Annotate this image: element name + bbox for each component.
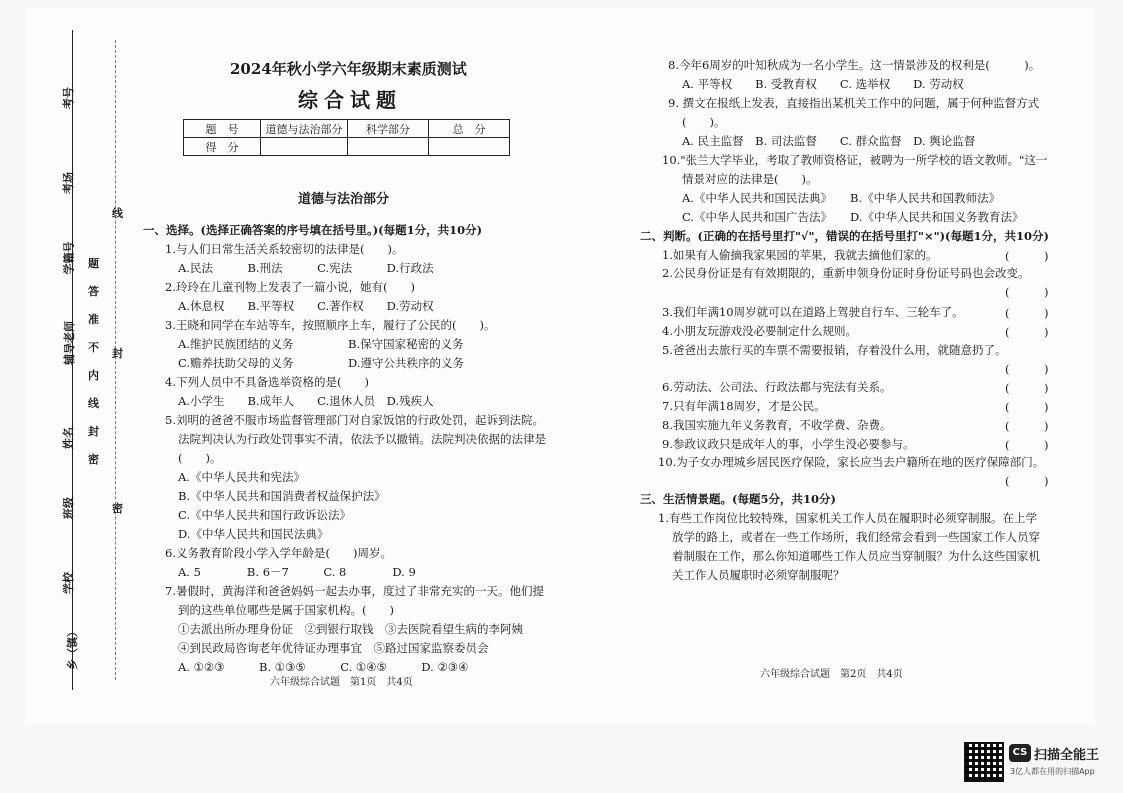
q2-text: 2.玲玲在儿童刊物上发表了一篇小说，她有( ) [165, 280, 415, 294]
judge-9: 9.参政议政只是成年人的事，小学生没必要参与。 [662, 437, 915, 451]
label-kaochang: 考场 [62, 172, 75, 194]
exam-title: 2024年秋小学六年级期末素质测试 [230, 60, 467, 78]
q9-line2: ( )。 [682, 115, 726, 129]
label-xuejihao: 学籍号 [62, 241, 76, 275]
judge-7: 7.只有年满18周岁，才是公民。 [662, 399, 826, 413]
label-banji: 班级 [62, 497, 75, 519]
warn-char-8: 密 [88, 453, 99, 466]
judge-5-bracket[interactable]: ( ) [1005, 362, 1049, 376]
q5-line3: ( )。 [178, 451, 222, 465]
q1-options: A.民法 B.刑法 C.宪法 D.行政法 [178, 261, 434, 275]
warn-char-7: 封 [88, 425, 99, 438]
judge-6-bracket[interactable]: ( ) [1005, 381, 1049, 395]
q7-line1: 7.暑假时，黄海洋和爸爸妈妈一起去办事，度过了非常充实的一天。他们提 [165, 584, 544, 598]
q5-option-d: D.《中华人民共和国民法典》 [178, 527, 329, 541]
label-fudaolaoshi: 辅导老师 [63, 321, 76, 365]
warn-char-6: 线 [88, 397, 99, 410]
q9-line1: 9. 撰文在报纸上发表，直接指出某机关工作中的问题，属于何种监督方式 [668, 96, 1040, 110]
q10-option-a: A.《中华人民共和国民法典》 [682, 191, 832, 205]
q10-line1: 10."张兰大学毕业，考取了教师资格证，被聘为一所学校的语文教师。"这一 [662, 153, 1048, 167]
label-xuexiao: 学校 [62, 572, 75, 594]
judge-3: 3.我们年满10周岁就可以在道路上驾驶自行车、三轮车了。 [662, 305, 964, 319]
label-xingming: 姓名 [62, 427, 75, 449]
s2-heading: 二、判断。(正确的在括号里打"√"，错误的在括号里打"×")(每题1分，共10分) [640, 229, 1049, 243]
score-table-row-defen: 得 分 [184, 138, 261, 156]
score-cell-kexue[interactable] [348, 138, 429, 156]
warn-char-1: 题 [88, 257, 99, 270]
judge-8-bracket[interactable]: ( ) [1005, 419, 1049, 433]
judge-4-bracket[interactable]: ( ) [1005, 325, 1049, 339]
warn-char-3: 准 [88, 313, 99, 326]
s3-q1-line3: 着制服在工作，那么你知道哪些工作人员应当穿制服？为什么这些国家机 [672, 549, 1040, 563]
q10-option-b: B.《中华人民共和国教师法》 [850, 191, 1001, 205]
judge-8: 8.我国实施九年义务教育，不收学费、杂费。 [662, 418, 892, 432]
score-table-header-tihao: 题 号 [184, 120, 261, 138]
score-cell-daode[interactable] [261, 138, 348, 156]
q10-line2: 情景对应的法律是( )。 [682, 172, 818, 186]
q3-option-a: A.维护民族团结的义务 [178, 337, 294, 351]
score-table-header-kexue: 科学部分 [348, 120, 429, 138]
camscanner-logo-icon: CS [1009, 744, 1031, 762]
page-footer-1: 六年级综合试题 第1页 共4页 [270, 677, 413, 688]
q3-option-b: B.保守国家秘密的义务 [348, 337, 464, 351]
s3-q1-line1: 1.有些工作岗位比较特殊，国家机关工作人员在履职时必须穿制服。在上学 [658, 511, 1037, 525]
score-table [183, 119, 510, 156]
judge-2-bracket[interactable]: ( ) [1005, 285, 1049, 299]
camscanner-tagline: 3亿人都在用的扫描App [1010, 767, 1095, 776]
judge-1-bracket[interactable]: ( ) [1005, 249, 1049, 263]
q3-option-c: C.赡养扶助父母的义务 [178, 356, 294, 370]
q8-options: A. 平等权 B. 受教育权 C. 选举权 D. 劳动权 [682, 77, 964, 91]
warn-char-4: 不 [88, 341, 99, 354]
q6-text: 6.义务教育阶段小学入学年龄是( )周岁。 [165, 546, 392, 560]
q5-line2: 法院判决认为行政处罚事实不清，依法予以撤销。法院判决依据的法律是 [178, 432, 546, 446]
judge-6: 6.劳动法、公司法、行政法都与宪法有关系。 [662, 380, 892, 394]
label-xiangzhen: 乡（镇） [66, 626, 79, 670]
q5-option-a: A.《中华人民共和宪法》 [178, 470, 305, 484]
seal-mark-mi: 密 [112, 502, 123, 515]
q7-options: A. ①②③ B. ①③⑤ C. ①④⑤ D. ②③④ [178, 660, 469, 674]
seal-mark-feng: 封 [112, 347, 123, 360]
q9-options: A. 民主监督 B. 司法监督 C. 群众监督 D. 舆论监督 [682, 134, 976, 148]
s3-q1-answer-area[interactable] [672, 590, 1052, 660]
score-cell-zongfen[interactable] [429, 138, 510, 156]
q5-option-c: C.《中华人民共和国行政诉讼法》 [178, 508, 352, 522]
page-footer-2: 六年级综合试题 第2页 共4页 [760, 669, 903, 680]
q1-text: 1.与人们日常生活关系较密切的法律是( )。 [165, 242, 404, 256]
q6-options: A. 5 B. 6－7 C. 8 D. 9 [178, 565, 416, 579]
q5-option-b: B.《中华人民共和国消费者权益保护法》 [178, 489, 386, 503]
camscanner-brand: 扫描全能王 [1034, 748, 1100, 763]
q5-line1: 5.刘明的爸爸不服市场监督管理部门对自家饭馆的行政处罚，起诉到法院。 [165, 413, 544, 427]
label-kaohao: 考号 [62, 87, 75, 109]
qr-code-icon [964, 742, 1004, 782]
q4-text: 4.下列人员中不具备选举资格的是( ) [165, 375, 369, 389]
s3-heading: 三、生活情景题。(每题5分，共10分) [640, 492, 836, 506]
warn-char-2: 答 [88, 285, 99, 298]
warn-char-5: 内 [88, 369, 99, 382]
s3-q1-line2: 放学的路上，或者在一些工作场所，我们经常会看到一些国家工作人员穿 [672, 530, 1040, 544]
judge-5: 5.爸爸出去旅行买的车票不需要报销，存着没什么用，就随意扔了。 [662, 343, 1007, 357]
judge-4: 4.小朋友玩游戏没必要制定什么规则。 [662, 324, 857, 338]
s1-heading: 一、选择。(选择正确答案的序号填在括号里。)(每题1分，共10分) [143, 223, 483, 237]
judge-10: 10.为子女办理城乡居民医疗保险，家长应当去户籍所在地的医疗保障部门。 [658, 455, 1045, 469]
judge-1: 1.如果有人偷摘我家果园的苹果，我就去摘他们家的。 [662, 248, 938, 262]
score-table-header-daode: 道德与法治部分 [261, 120, 348, 138]
paper-title: 综合试题 [298, 88, 402, 112]
q7-line2: 到的这些单位哪些是属于国家机构。( ) [178, 603, 394, 617]
judge-10-bracket[interactable]: ( ) [1005, 474, 1049, 488]
score-table-header-zongfen: 总 分 [429, 120, 510, 138]
q4-options: A.小学生 B.成年人 C.退休人员 D.残疾人 [178, 394, 434, 408]
q8-text: 8.今年6周岁的叶知秋成为一名小学生。这一情景涉及的权利是( )。 [668, 58, 1041, 72]
q7-line3: ①去派出所办理身份证 ②到银行取钱 ③去医院看望生病的李阿姨 [178, 622, 523, 636]
judge-7-bracket[interactable]: ( ) [1005, 400, 1049, 414]
seal-mark-xian: 线 [112, 207, 123, 220]
judge-3-bracket[interactable]: ( ) [1005, 306, 1049, 320]
judge-9-bracket[interactable]: ( ) [1005, 438, 1049, 452]
section-title: 道德与法治部分 [298, 192, 390, 207]
q3-option-d: D.遵守公共秩序的义务 [348, 356, 464, 370]
s3-q1-line4: 关工作人员履职时必须穿制服呢？ [672, 568, 845, 582]
q3-text: 3.王晓和同学在车站等车，按照顺序上车，履行了公民的( )。 [165, 318, 496, 332]
q2-options: A.休息权 B.平等权 C.著作权 D.劳动权 [178, 299, 434, 313]
q10-option-d: D.《中华人民共和国义务教育法》 [850, 210, 1024, 224]
q7-line4: ④到民政局咨询老年优待证办理事宜 ⑤路过国家监察委员会 [178, 641, 489, 655]
q10-option-c: C.《中华人民共和国广告法》 [682, 210, 833, 224]
judge-2: 2.公民身份证是有有效期限的，重新申领身份证时身份证号码也会改变。 [662, 266, 1030, 280]
